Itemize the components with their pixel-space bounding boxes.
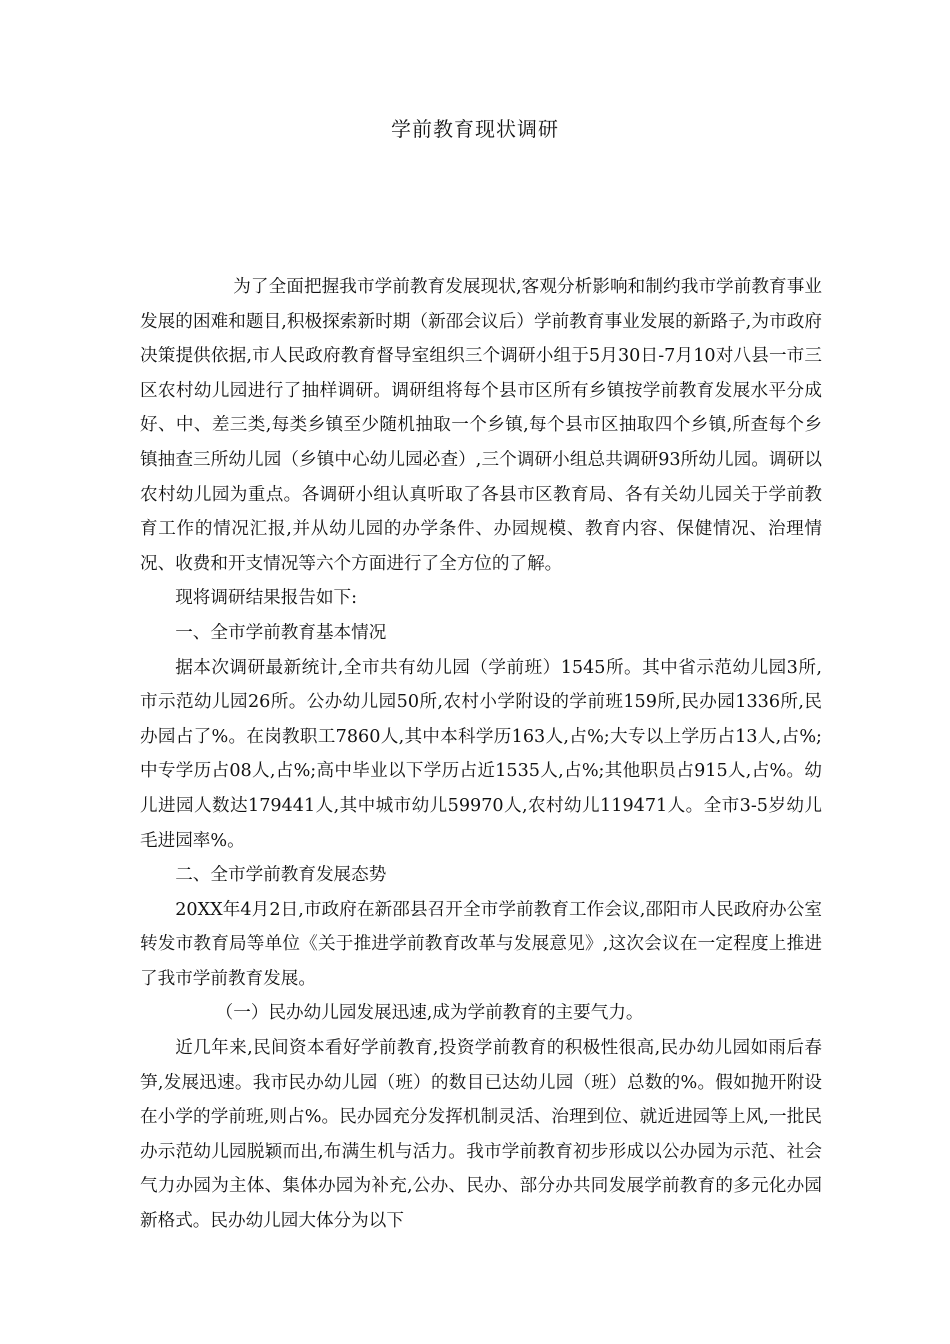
paragraph-report-intro: 现将调研结果报告如下:	[175, 588, 358, 609]
subsection-heading-1: （一）民办幼儿园发展迅速,成为学前教育的主要气力。	[215, 1003, 644, 1024]
paragraph-statistics: 据本次调研最新统计,全市共有幼儿园（学前班）1545所。其中省示范幼儿园3所,市示范幼儿园26所。公办幼儿园50所,农村小学附设的学前班159所,民办园1336所,民办园占了%。在岗教职工7860人,其中本科学历163人,占%;大专以上学历占13人,占%;中专学历占08人,占%;高中毕业以下学历占近1535人,占%;其他职员占915人,占%。幼儿进园人数达179441人,其中城市幼儿59970人,农村幼儿119471人。全市3-5岁幼儿毛进园率%。	[140, 657, 822, 851]
paragraph-meeting: 20XX年4月2日,市政府在新邵县召开全市学前教育工作会议,邵阳市人民政府办公室转发市教育局等单位《关于推进学前教育改革与发展意见》,这次会议在一定程度上推进了我市学前教育发展。	[140, 899, 822, 989]
section-heading-2: 二、全市学前教育发展态势	[175, 865, 387, 886]
document-title: 学前教育现状调研	[391, 117, 559, 141]
paragraph-private-kindergartens: 近几年来,民间资本看好学前教育,投资学前教育的积极性很高,民办幼儿园如雨后春笋,发展迅速。我市民办幼儿园（班）的数目已达幼儿园（班）总数的%。假如抛开附设在小学的学前班,则占%。民办园充分发挥机制灵活、治理到位、就近进园等上风,一批民办示范幼儿园脱颖而出,布满生机与活力。我市学前教育初步形成以公办园为示范、社会气力办园为主体、集体办园为补充,公办、民办、部分办共同发展学前教育的多元化办园新格式。民办幼儿园大体分为以下	[140, 1038, 822, 1232]
document-body	[140, 270, 822, 1239]
section-heading-1: 一、全市学前教育基本情况	[175, 622, 387, 643]
paragraph-intro: 为了全面把握我市学前教育发展现状,客观分析影响和制约我市学前教育事业发展的困难和题目,积极探索新时期（新邵会议后）学前教育事业发展的新路子,为市政府决策提供依据,市人民政府教育督导室组织三个调研小组于5月30日-7月10对八县一市三区农村幼儿园进行了抽样调研。调研组将每个县市区所有乡镇按学前教育发展水平分成好、中、差三类,每类乡镇至少随机抽取一个乡镇,每个县市区抽取四个乡镇,所查每个乡镇抽查三所幼儿园（乡镇中心幼儿园必查）,三个调研小组总共调研93所幼儿园。调研以农村幼儿园为重点。各调研小组认真听取了各县市区教育局、各有关幼儿园关于学前教育工作的情况汇报,并从幼儿园的办学条件、办园规模、教育内容、保健情况、治理情况、收费和开支情况等六个方面进行了全方位的了解。	[140, 277, 822, 574]
